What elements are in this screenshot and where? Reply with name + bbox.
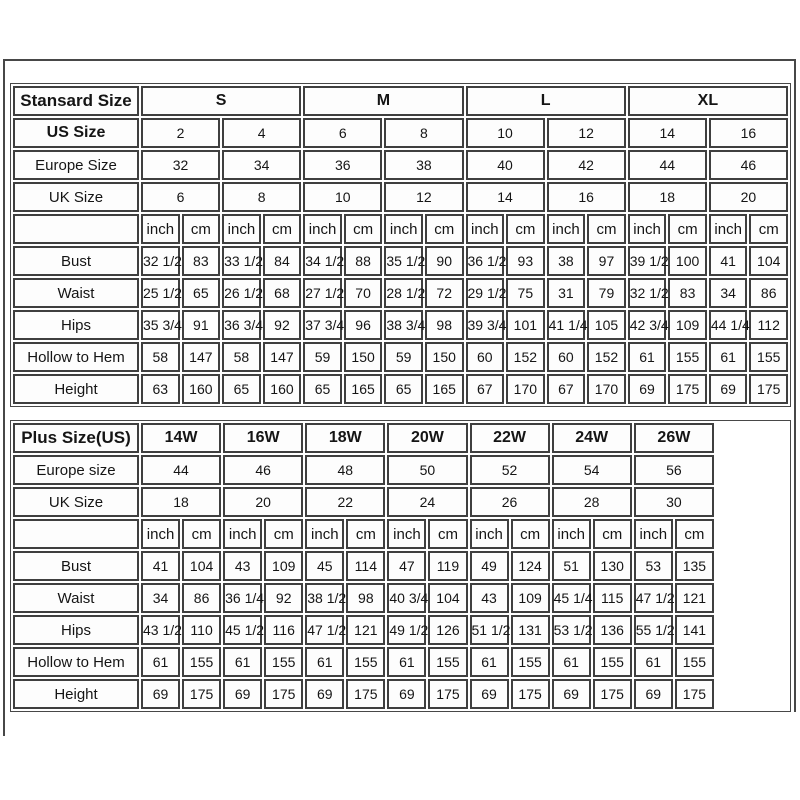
measure-value-cell: 165 bbox=[344, 374, 383, 404]
measure-value-cell: 109 bbox=[668, 310, 707, 340]
measure-value-cell: 61 bbox=[634, 647, 673, 677]
size-group-cell: 22W bbox=[470, 423, 550, 453]
measure-value-cell: 175 bbox=[749, 374, 788, 404]
measure-value-cell: 38 bbox=[547, 246, 586, 276]
size-value-cell: 38 bbox=[384, 150, 463, 180]
measure-value-cell: 105 bbox=[587, 310, 626, 340]
measure-value-cell: 29 1/2 bbox=[466, 278, 505, 308]
measure-value-cell: 68 bbox=[263, 278, 302, 308]
size-value-cell: 50 bbox=[387, 455, 467, 485]
measure-value-cell: 175 bbox=[264, 679, 303, 709]
measure-value-cell: 92 bbox=[264, 583, 303, 613]
measure-value-cell: 55 1/2 bbox=[634, 615, 673, 645]
size-value-cell: 56 bbox=[634, 455, 714, 485]
measure-value-cell: 155 bbox=[428, 647, 467, 677]
measure-value-cell: 25 1/2 bbox=[141, 278, 180, 308]
measure-value-cell: 109 bbox=[511, 583, 550, 613]
unit-cm-cell: cm bbox=[182, 519, 221, 549]
unit-cm-cell: cm bbox=[428, 519, 467, 549]
size-group-cell: 24W bbox=[552, 423, 632, 453]
size-group-cell: 26W bbox=[634, 423, 714, 453]
measure-value-cell: 135 bbox=[675, 551, 714, 581]
measure-value-cell: 36 3/4 bbox=[222, 310, 261, 340]
measure-value-cell: 61 bbox=[305, 647, 344, 677]
measure-value-cell: 93 bbox=[506, 246, 545, 276]
measure-value-cell: 100 bbox=[668, 246, 707, 276]
measure-value-cell: 51 bbox=[552, 551, 591, 581]
measure-value-cell: 152 bbox=[587, 342, 626, 372]
unit-cm-cell: cm bbox=[425, 214, 464, 244]
measure-value-cell: 41 1/4 bbox=[547, 310, 586, 340]
size-value-cell: 2 bbox=[141, 118, 220, 148]
measure-value-cell: 155 bbox=[346, 647, 385, 677]
measure-value-cell: 65 bbox=[182, 278, 221, 308]
measure-value-cell: 170 bbox=[587, 374, 626, 404]
measure-value-cell: 53 1/2 bbox=[552, 615, 591, 645]
unit-inch-cell: inch bbox=[305, 519, 344, 549]
measure-value-cell: 65 bbox=[384, 374, 423, 404]
size-value-cell: 46 bbox=[223, 455, 303, 485]
measure-value-cell: 101 bbox=[506, 310, 545, 340]
measure-value-cell: 83 bbox=[182, 246, 221, 276]
measure-value-cell: 160 bbox=[182, 374, 221, 404]
measure-value-cell: 32 1/2 bbox=[141, 246, 180, 276]
measure-value-cell: 98 bbox=[425, 310, 464, 340]
size-value-cell: 20 bbox=[223, 487, 303, 517]
measure-value-cell: 69 bbox=[223, 679, 262, 709]
measure-value-cell: 131 bbox=[511, 615, 550, 645]
row-label-cell: Height bbox=[13, 374, 139, 404]
size-value-cell: 8 bbox=[384, 118, 463, 148]
measurement-row bbox=[13, 278, 788, 308]
measure-value-cell: 110 bbox=[182, 615, 221, 645]
measure-value-cell: 84 bbox=[263, 246, 302, 276]
unit-inch-cell: inch bbox=[709, 214, 748, 244]
measure-value-cell: 92 bbox=[263, 310, 302, 340]
measure-value-cell: 69 bbox=[709, 374, 748, 404]
measure-value-cell: 60 bbox=[466, 342, 505, 372]
measure-value-cell: 43 1/2 bbox=[141, 615, 180, 645]
measure-value-cell: 38 3/4 bbox=[384, 310, 423, 340]
measure-value-cell: 90 bbox=[425, 246, 464, 276]
measure-value-cell: 34 1/2 bbox=[303, 246, 342, 276]
measure-value-cell: 61 bbox=[552, 647, 591, 677]
size-value-cell: 14 bbox=[466, 182, 545, 212]
size-value-cell: 44 bbox=[628, 150, 707, 180]
size-value-cell: 30 bbox=[634, 487, 714, 517]
measure-value-cell: 155 bbox=[668, 342, 707, 372]
measure-value-cell: 147 bbox=[263, 342, 302, 372]
size-group-cell: 18W bbox=[305, 423, 385, 453]
measure-value-cell: 130 bbox=[593, 551, 632, 581]
measure-value-cell: 38 1/2 bbox=[305, 583, 344, 613]
measure-value-cell: 175 bbox=[668, 374, 707, 404]
row-label-cell: Europe Size bbox=[13, 150, 139, 180]
measure-value-cell: 61 bbox=[387, 647, 426, 677]
size-value-cell: 10 bbox=[303, 182, 382, 212]
row-label-cell: Height bbox=[13, 679, 139, 709]
unit-cm-cell: cm bbox=[182, 214, 221, 244]
measure-value-cell: 32 1/2 bbox=[628, 278, 667, 308]
measure-value-cell: 115 bbox=[593, 583, 632, 613]
size-value-cell: 54 bbox=[552, 455, 632, 485]
measure-value-cell: 150 bbox=[425, 342, 464, 372]
unit-cm-cell: cm bbox=[675, 519, 714, 549]
measure-value-cell: 152 bbox=[506, 342, 545, 372]
measure-value-cell: 69 bbox=[552, 679, 591, 709]
measurement-row bbox=[13, 374, 788, 404]
size-value-cell: 24 bbox=[387, 487, 467, 517]
size-group-cell: 14W bbox=[141, 423, 221, 453]
measurement-row bbox=[13, 246, 788, 276]
measure-value-cell: 61 bbox=[470, 647, 509, 677]
measure-value-cell: 45 bbox=[305, 551, 344, 581]
unit-cm-cell: cm bbox=[263, 214, 302, 244]
unit-inch-cell: inch bbox=[141, 214, 180, 244]
unit-inch-cell: inch bbox=[222, 214, 261, 244]
measure-value-cell: 39 3/4 bbox=[466, 310, 505, 340]
measure-value-cell: 136 bbox=[593, 615, 632, 645]
size-value-cell: 16 bbox=[709, 118, 788, 148]
unit-cm-cell: cm bbox=[346, 519, 385, 549]
empty-corner-cell bbox=[13, 519, 139, 549]
measure-value-cell: 69 bbox=[387, 679, 426, 709]
standard-size-table bbox=[10, 83, 791, 407]
size-group-cell: L bbox=[466, 86, 626, 116]
measure-value-cell: 96 bbox=[344, 310, 383, 340]
size-value-cell: 36 bbox=[303, 150, 382, 180]
measure-value-cell: 175 bbox=[675, 679, 714, 709]
row-label-cell: Hips bbox=[13, 615, 139, 645]
size-value-cell: 42 bbox=[547, 150, 626, 180]
measure-value-cell: 63 bbox=[141, 374, 180, 404]
size-value-cell: 34 bbox=[222, 150, 301, 180]
measure-value-cell: 175 bbox=[182, 679, 221, 709]
size-value-cell: 18 bbox=[628, 182, 707, 212]
measure-value-cell: 47 1/2 bbox=[634, 583, 673, 613]
size-value-cell: 8 bbox=[222, 182, 301, 212]
row-label-cell: Hips bbox=[13, 310, 139, 340]
measure-value-cell: 69 bbox=[634, 679, 673, 709]
measure-value-cell: 36 1/2 bbox=[466, 246, 505, 276]
measurement-row bbox=[13, 615, 788, 645]
unit-cm-cell: cm bbox=[506, 214, 545, 244]
row-label-cell: UK Size bbox=[13, 487, 139, 517]
unit-cm-cell: cm bbox=[264, 519, 303, 549]
row-label-cell: Waist bbox=[13, 583, 139, 613]
size-conversion-row bbox=[13, 182, 788, 212]
measure-value-cell: 37 3/4 bbox=[303, 310, 342, 340]
measure-value-cell: 175 bbox=[511, 679, 550, 709]
measure-value-cell: 53 bbox=[634, 551, 673, 581]
measure-value-cell: 104 bbox=[182, 551, 221, 581]
measure-value-cell: 86 bbox=[182, 583, 221, 613]
measure-value-cell: 88 bbox=[344, 246, 383, 276]
measure-value-cell: 43 bbox=[470, 583, 509, 613]
table-title-cell: Stansard Size bbox=[13, 86, 139, 116]
size-value-cell: 40 bbox=[466, 150, 545, 180]
measure-value-cell: 104 bbox=[428, 583, 467, 613]
measure-value-cell: 67 bbox=[466, 374, 505, 404]
size-conversion-row bbox=[13, 455, 788, 485]
row-label-cell: Europe size bbox=[13, 455, 139, 485]
measure-value-cell: 175 bbox=[346, 679, 385, 709]
measure-value-cell: 121 bbox=[675, 583, 714, 613]
size-group-row bbox=[13, 86, 788, 116]
row-label-cell: Bust bbox=[13, 551, 139, 581]
size-conversion-row bbox=[13, 150, 788, 180]
measure-value-cell: 72 bbox=[425, 278, 464, 308]
unit-inch-cell: inch bbox=[303, 214, 342, 244]
measure-value-cell: 31 bbox=[547, 278, 586, 308]
size-value-cell: 22 bbox=[305, 487, 385, 517]
unit-cm-cell: cm bbox=[593, 519, 632, 549]
measure-value-cell: 69 bbox=[305, 679, 344, 709]
unit-inch-cell: inch bbox=[547, 214, 586, 244]
measure-value-cell: 35 3/4 bbox=[141, 310, 180, 340]
size-value-cell: 14 bbox=[628, 118, 707, 148]
unit-cm-cell: cm bbox=[749, 214, 788, 244]
measure-value-cell: 119 bbox=[428, 551, 467, 581]
unit-inch-cell: inch bbox=[628, 214, 667, 244]
measure-value-cell: 97 bbox=[587, 246, 626, 276]
measure-value-cell: 91 bbox=[182, 310, 221, 340]
measure-value-cell: 141 bbox=[675, 615, 714, 645]
size-value-cell: 16 bbox=[547, 182, 626, 212]
measure-value-cell: 165 bbox=[425, 374, 464, 404]
size-value-cell: 20 bbox=[709, 182, 788, 212]
measurement-row bbox=[13, 551, 788, 581]
row-label-cell: Hollow to Hem bbox=[13, 647, 139, 677]
measure-value-cell: 75 bbox=[506, 278, 545, 308]
measure-value-cell: 114 bbox=[346, 551, 385, 581]
measure-value-cell: 58 bbox=[222, 342, 261, 372]
measure-value-cell: 45 1/4 bbox=[552, 583, 591, 613]
measure-value-cell: 147 bbox=[182, 342, 221, 372]
chart-outer-frame bbox=[3, 59, 796, 712]
measure-value-cell: 59 bbox=[303, 342, 342, 372]
measure-value-cell: 49 bbox=[470, 551, 509, 581]
size-value-cell: 46 bbox=[709, 150, 788, 180]
measure-value-cell: 170 bbox=[506, 374, 545, 404]
measure-value-cell: 155 bbox=[593, 647, 632, 677]
measure-value-cell: 59 bbox=[384, 342, 423, 372]
measure-value-cell: 61 bbox=[141, 647, 180, 677]
measure-value-cell: 61 bbox=[223, 647, 262, 677]
measure-value-cell: 60 bbox=[547, 342, 586, 372]
measure-value-cell: 35 1/2 bbox=[384, 246, 423, 276]
measure-value-cell: 175 bbox=[593, 679, 632, 709]
size-conversion-row bbox=[13, 118, 788, 148]
measure-value-cell: 33 1/2 bbox=[222, 246, 261, 276]
measure-value-cell: 36 1/4 bbox=[223, 583, 262, 613]
size-group-cell: M bbox=[303, 86, 463, 116]
size-value-cell: 18 bbox=[141, 487, 221, 517]
measure-value-cell: 155 bbox=[749, 342, 788, 372]
measure-value-cell: 28 1/2 bbox=[384, 278, 423, 308]
measure-value-cell: 104 bbox=[749, 246, 788, 276]
unit-inch-cell: inch bbox=[466, 214, 505, 244]
measure-value-cell: 45 1/2 bbox=[223, 615, 262, 645]
measure-value-cell: 69 bbox=[628, 374, 667, 404]
measure-value-cell: 34 bbox=[141, 583, 180, 613]
measure-value-cell: 26 1/2 bbox=[222, 278, 261, 308]
table-title-cell: Plus Size(US) bbox=[13, 423, 139, 453]
measure-value-cell: 41 bbox=[709, 246, 748, 276]
plus-size-table bbox=[10, 420, 791, 712]
measurement-row bbox=[13, 679, 788, 709]
measure-value-cell: 155 bbox=[182, 647, 221, 677]
measure-value-cell: 69 bbox=[470, 679, 509, 709]
unit-inch-cell: inch bbox=[387, 519, 426, 549]
measure-value-cell: 61 bbox=[628, 342, 667, 372]
size-value-cell: 44 bbox=[141, 455, 221, 485]
unit-header-row bbox=[13, 519, 788, 549]
measure-value-cell: 34 bbox=[709, 278, 748, 308]
measure-value-cell: 49 1/2 bbox=[387, 615, 426, 645]
size-value-cell: 12 bbox=[384, 182, 463, 212]
size-value-cell: 10 bbox=[466, 118, 545, 148]
measure-value-cell: 160 bbox=[263, 374, 302, 404]
unit-header-row bbox=[13, 214, 788, 244]
unit-cm-cell: cm bbox=[344, 214, 383, 244]
measure-value-cell: 51 1/2 bbox=[470, 615, 509, 645]
row-label-cell: Waist bbox=[13, 278, 139, 308]
measurement-row bbox=[13, 310, 788, 340]
unit-cm-cell: cm bbox=[587, 214, 626, 244]
measure-value-cell: 47 bbox=[387, 551, 426, 581]
measure-value-cell: 155 bbox=[511, 647, 550, 677]
unit-inch-cell: inch bbox=[141, 519, 180, 549]
measure-value-cell: 124 bbox=[511, 551, 550, 581]
measure-value-cell: 98 bbox=[346, 583, 385, 613]
measure-value-cell: 83 bbox=[668, 278, 707, 308]
measure-value-cell: 41 bbox=[141, 551, 180, 581]
measurement-row bbox=[13, 583, 788, 613]
size-group-cell: 16W bbox=[223, 423, 303, 453]
size-conversion-row bbox=[13, 487, 788, 517]
measure-value-cell: 27 1/2 bbox=[303, 278, 342, 308]
measure-value-cell: 86 bbox=[749, 278, 788, 308]
unit-inch-cell: inch bbox=[223, 519, 262, 549]
measure-value-cell: 39 1/2 bbox=[628, 246, 667, 276]
size-group-cell: S bbox=[141, 86, 301, 116]
unit-inch-cell: inch bbox=[470, 519, 509, 549]
size-group-cell: 20W bbox=[387, 423, 467, 453]
row-label-cell: UK Size bbox=[13, 182, 139, 212]
row-label-cell: Hollow to Hem bbox=[13, 342, 139, 372]
measure-value-cell: 69 bbox=[141, 679, 180, 709]
measure-value-cell: 150 bbox=[344, 342, 383, 372]
measure-value-cell: 121 bbox=[346, 615, 385, 645]
measure-value-cell: 65 bbox=[222, 374, 261, 404]
measure-value-cell: 116 bbox=[264, 615, 303, 645]
measure-value-cell: 175 bbox=[428, 679, 467, 709]
size-value-cell: 32 bbox=[141, 150, 220, 180]
size-value-cell: 28 bbox=[552, 487, 632, 517]
measure-value-cell: 70 bbox=[344, 278, 383, 308]
measure-value-cell: 67 bbox=[547, 374, 586, 404]
row-label-cell: US Size bbox=[13, 118, 139, 148]
measure-value-cell: 109 bbox=[264, 551, 303, 581]
unit-cm-cell: cm bbox=[511, 519, 550, 549]
measure-value-cell: 126 bbox=[428, 615, 467, 645]
unit-inch-cell: inch bbox=[552, 519, 591, 549]
empty-corner-cell bbox=[13, 214, 139, 244]
unit-cm-cell: cm bbox=[668, 214, 707, 244]
measure-value-cell: 79 bbox=[587, 278, 626, 308]
measure-value-cell: 47 1/2 bbox=[305, 615, 344, 645]
measure-value-cell: 44 1/4 bbox=[709, 310, 748, 340]
row-label-cell: Bust bbox=[13, 246, 139, 276]
size-value-cell: 26 bbox=[470, 487, 550, 517]
size-value-cell: 6 bbox=[141, 182, 220, 212]
measure-value-cell: 42 3/4 bbox=[628, 310, 667, 340]
measure-value-cell: 61 bbox=[709, 342, 748, 372]
measure-value-cell: 58 bbox=[141, 342, 180, 372]
measure-value-cell: 65 bbox=[303, 374, 342, 404]
size-value-cell: 48 bbox=[305, 455, 385, 485]
blank-spacer-cell bbox=[716, 423, 788, 709]
size-group-row bbox=[13, 423, 788, 453]
measure-value-cell: 112 bbox=[749, 310, 788, 340]
measurement-row bbox=[13, 647, 788, 677]
measure-value-cell: 40 3/4 bbox=[387, 583, 426, 613]
unit-inch-cell: inch bbox=[634, 519, 673, 549]
measure-value-cell: 43 bbox=[223, 551, 262, 581]
size-value-cell: 12 bbox=[547, 118, 626, 148]
unit-inch-cell: inch bbox=[384, 214, 423, 244]
measurement-row bbox=[13, 342, 788, 372]
size-value-cell: 52 bbox=[470, 455, 550, 485]
size-group-cell: XL bbox=[628, 86, 788, 116]
measure-value-cell: 155 bbox=[675, 647, 714, 677]
measure-value-cell: 155 bbox=[264, 647, 303, 677]
size-value-cell: 4 bbox=[222, 118, 301, 148]
size-value-cell: 6 bbox=[303, 118, 382, 148]
